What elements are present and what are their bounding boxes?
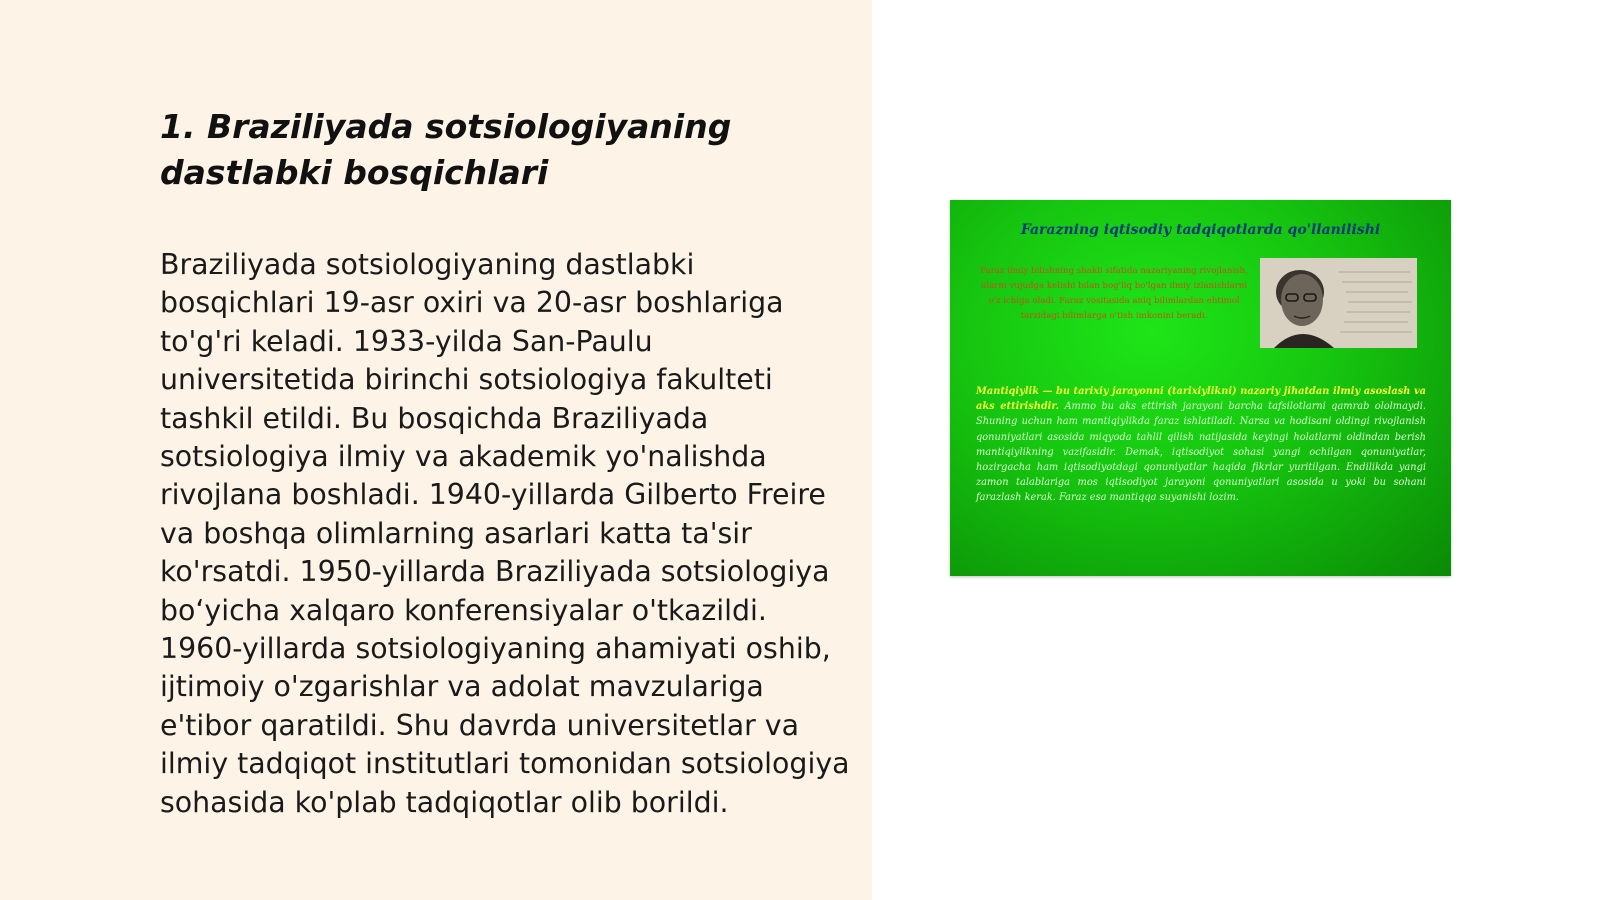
portrait-illustration — [1260, 258, 1417, 348]
embedded-slide-title: Farazning iqtisodiy tadqiqotlarda qo'llanilishi — [1020, 222, 1381, 238]
embedded-slide-paragraph: Ammo bu aks ettirish jarayoni barcha tafsilotlarni qamrab ololmaydi. Shuning uchun ham mantiqiylikda faraz ishlatiladi. Narsa va hodisani oldingi rivojlanish qonuniyatlari asosida miqyoda tahlil qilish natijasida keyingi holatlarni oldindan berish mantiqiylikning vazifasidir. Demak, iqtisodiyot sohasi yangi ochilgan qonuniyatlar, hozirgacha ham iqtisodiyotdagi qonuniyatlar haqida fikrlar yuritilgan. Endilikda yangi zamon talablariga mos iqtisodiyot jarayoni qonuniyatlari asosida u yoki bu sohani farazlash kerak. Faraz esa mantiqqa suyanishi lozim. — [976, 401, 1426, 504]
embedded-slide-image — [950, 200, 1451, 576]
portrait-photo — [1260, 258, 1417, 348]
embedded-slide-intro: Faraz ilmiy bilishning shakli sifatida nazariyaning rivojlanish, ularni vujudga kelishi bilan bog'liq bo'lgan ilmiy izlanishlarni o'z ichiga oladi. Faraz vositasida aniq bilimlardan ehtimol tarzidagi bilimlarga o'tish imkonini beradi. — [980, 266, 1248, 321]
embedded-slide-highlight: Mantiqiylik — bu tarixiy jarayonni (tarixiylikni) nazariy jihatdan ilmiy asoslash va aks ettirishdir. — [976, 386, 1426, 413]
slide-body-text: Braziliyada sotsiologiyaning dastlabki bosqichlari 19-asr oxiri va 20-asr boshlariga to'g'ri keladi. 1933-yilda San-Paulu universitetida birinchi sotsiologiya fakulteti tashkil etildi. Bu bosqichda Braziliyada sotsiologiya ilmiy va akademik yo'nalishda rivojlana boshladi. 1940-yillarda Gilberto Freire va boshqa olimlarning asarlari katta ta'sir ko'rsatdi. 1950-yillarda Braziliyada sotsiologiya bo‘yicha xalqaro konferensiyalar o'tkazildi. 1960-yillarda sotsiologiyaning ahamiyati oshib, ijtimoiy o'zgarishlar va adolat mavzulariga e'tibor qaratildi. Shu davrda universitetlar va ilmiy tadqiqot institutlari tomonidan sotsiologiya sohasida ko'plab tadqiqotlar olib borildi. — [160, 248, 850, 819]
embedded-slide-text — [976, 384, 1426, 506]
slide-title: 1. Braziliyada sotsiologiyaning dastlabki bosqichlari — [160, 107, 732, 192]
